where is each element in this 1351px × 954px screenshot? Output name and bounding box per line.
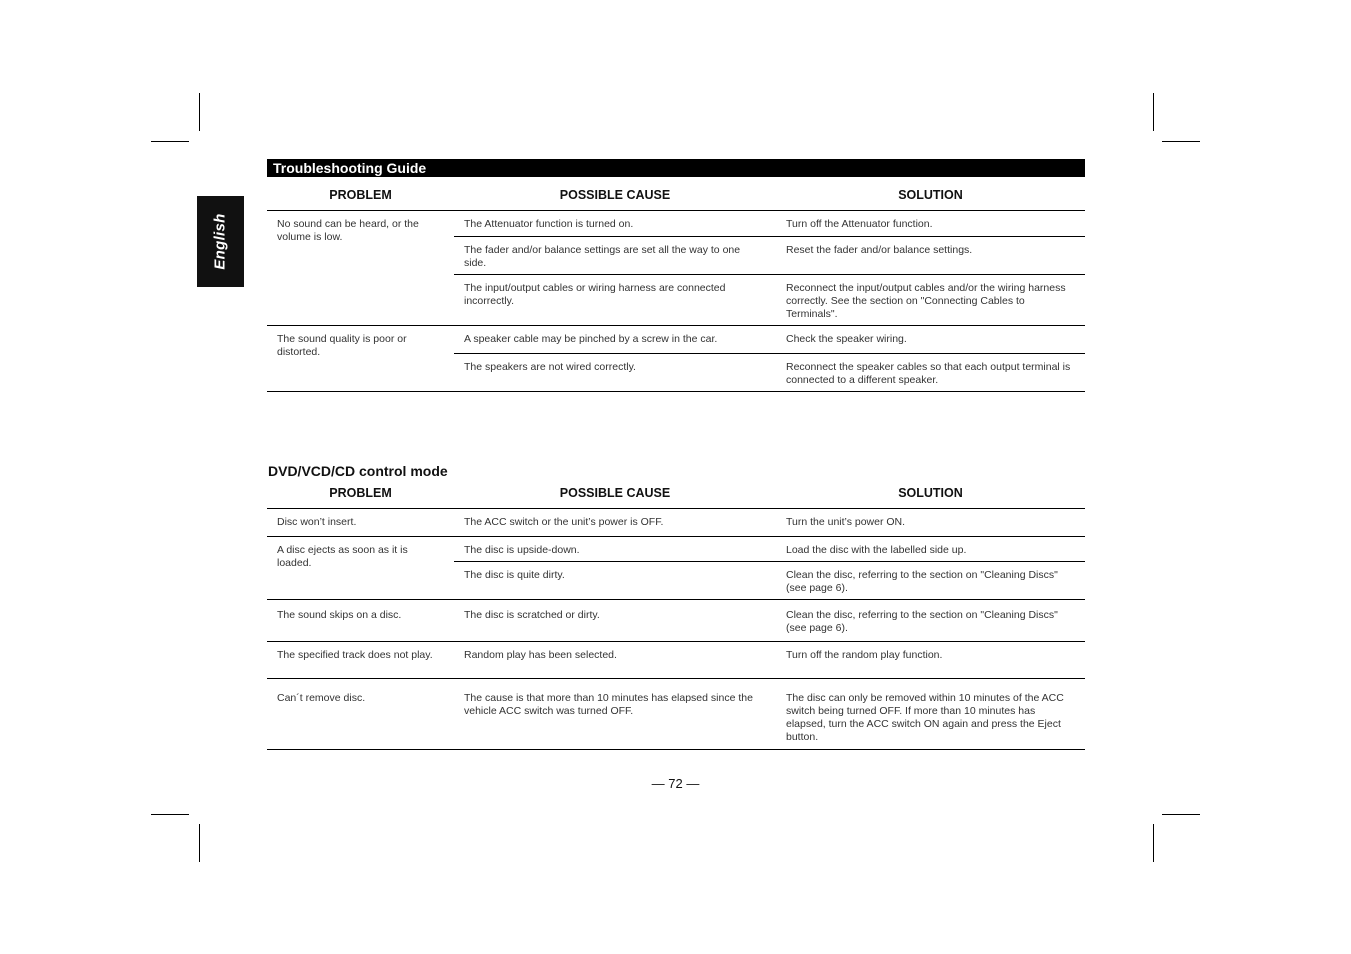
cause-cell: The disc is quite dirty. [454, 562, 776, 600]
table-row [267, 537, 1085, 562]
cause-cell: The fader and/or balance settings are set all the way to one side. [454, 237, 776, 275]
crop-mark [1153, 93, 1154, 131]
table-header-row [267, 478, 1085, 509]
crop-mark [1162, 141, 1200, 142]
crop-mark [199, 93, 200, 131]
solution-cell: Clean the disc, referring to the section on "Cleaning Discs" (see page 6). [776, 562, 1085, 600]
table-row [267, 600, 1085, 642]
crop-mark [1153, 824, 1154, 862]
solution-cell: Check the speaker wiring. [776, 326, 1085, 354]
header-possible-cause: POSSIBLE CAUSE [454, 180, 776, 211]
problem-cell: No sound can be heard, or the volume is low. [267, 211, 454, 326]
problem-cell: Can´t remove disc. [267, 679, 454, 750]
table-row [267, 326, 1085, 354]
section-heading-troubleshooting: Troubleshooting Guide [267, 159, 1085, 177]
header-problem: PROBLEM [267, 478, 454, 509]
problem-cell: The sound quality is poor or distorted. [267, 326, 454, 392]
cause-cell: The ACC switch or the unit’s power is OFF. [454, 509, 776, 537]
solution-cell: Turn off the Attenuator function. [776, 211, 1085, 237]
header-problem: PROBLEM [267, 180, 454, 211]
troubleshooting-table [267, 180, 1085, 392]
crop-mark [151, 141, 189, 142]
dvd-control-table [267, 478, 1085, 750]
header-solution: SOLUTION [776, 180, 1085, 211]
language-tab-label: English [212, 213, 229, 270]
cause-cell: The Attenuator function is turned on. [454, 211, 776, 237]
solution-cell: Turn the unit’s power ON. [776, 509, 1085, 537]
cause-cell: The speakers are not wired correctly. [454, 354, 776, 392]
solution-cell: Reset the fader and/or balance settings. [776, 237, 1085, 275]
crop-mark [1162, 814, 1200, 815]
header-solution: SOLUTION [776, 478, 1085, 509]
solution-cell: Turn off the random play function. [776, 642, 1085, 679]
crop-mark [199, 824, 200, 862]
problem-cell: A disc ejects as soon as it is loaded. [267, 537, 454, 600]
solution-cell: Clean the disc, referring to the section on "Cleaning Discs" (see page 6). [776, 600, 1085, 642]
problem-cell: The specified track does not play. [267, 642, 454, 679]
table-row [267, 642, 1085, 679]
language-tab [197, 196, 244, 287]
cause-cell: The input/output cables or wiring harness are connected incorrectly. [454, 275, 776, 326]
cause-cell: The disc is scratched or dirty. [454, 600, 776, 642]
solution-cell: Reconnect the speaker cables so that each output terminal is connected to a different speaker. [776, 354, 1085, 392]
section-heading-dvd-control-mode: DVD/VCD/CD control mode [268, 463, 448, 479]
problem-cell: Disc won’t insert. [267, 509, 454, 537]
cause-cell: A speaker cable may be pinched by a screw in the car. [454, 326, 776, 354]
cause-cell: The cause is that more than 10 minutes has elapsed since the vehicle ACC switch was turned OFF. [454, 679, 776, 750]
table-row [267, 509, 1085, 537]
solution-cell: The disc can only be removed within 10 minutes of the ACC switch being turned OFF. If more than 10 minutes has elapsed, turn the ACC switch ON again and press the Eject button. [776, 679, 1085, 750]
header-possible-cause: POSSIBLE CAUSE [454, 478, 776, 509]
table-row [267, 679, 1085, 750]
crop-mark [151, 814, 189, 815]
table-row [267, 211, 1085, 237]
cause-cell: Random play has been selected. [454, 642, 776, 679]
page-number: — 72 — [651, 776, 700, 791]
problem-cell: The sound skips on a disc. [267, 600, 454, 642]
solution-cell: Load the disc with the labelled side up. [776, 537, 1085, 562]
table-header-row [267, 180, 1085, 211]
solution-cell: Reconnect the input/output cables and/or the wiring harness correctly. See the section on "Connecting Cables to Terminals". [776, 275, 1085, 326]
cause-cell: The disc is upside-down. [454, 537, 776, 562]
